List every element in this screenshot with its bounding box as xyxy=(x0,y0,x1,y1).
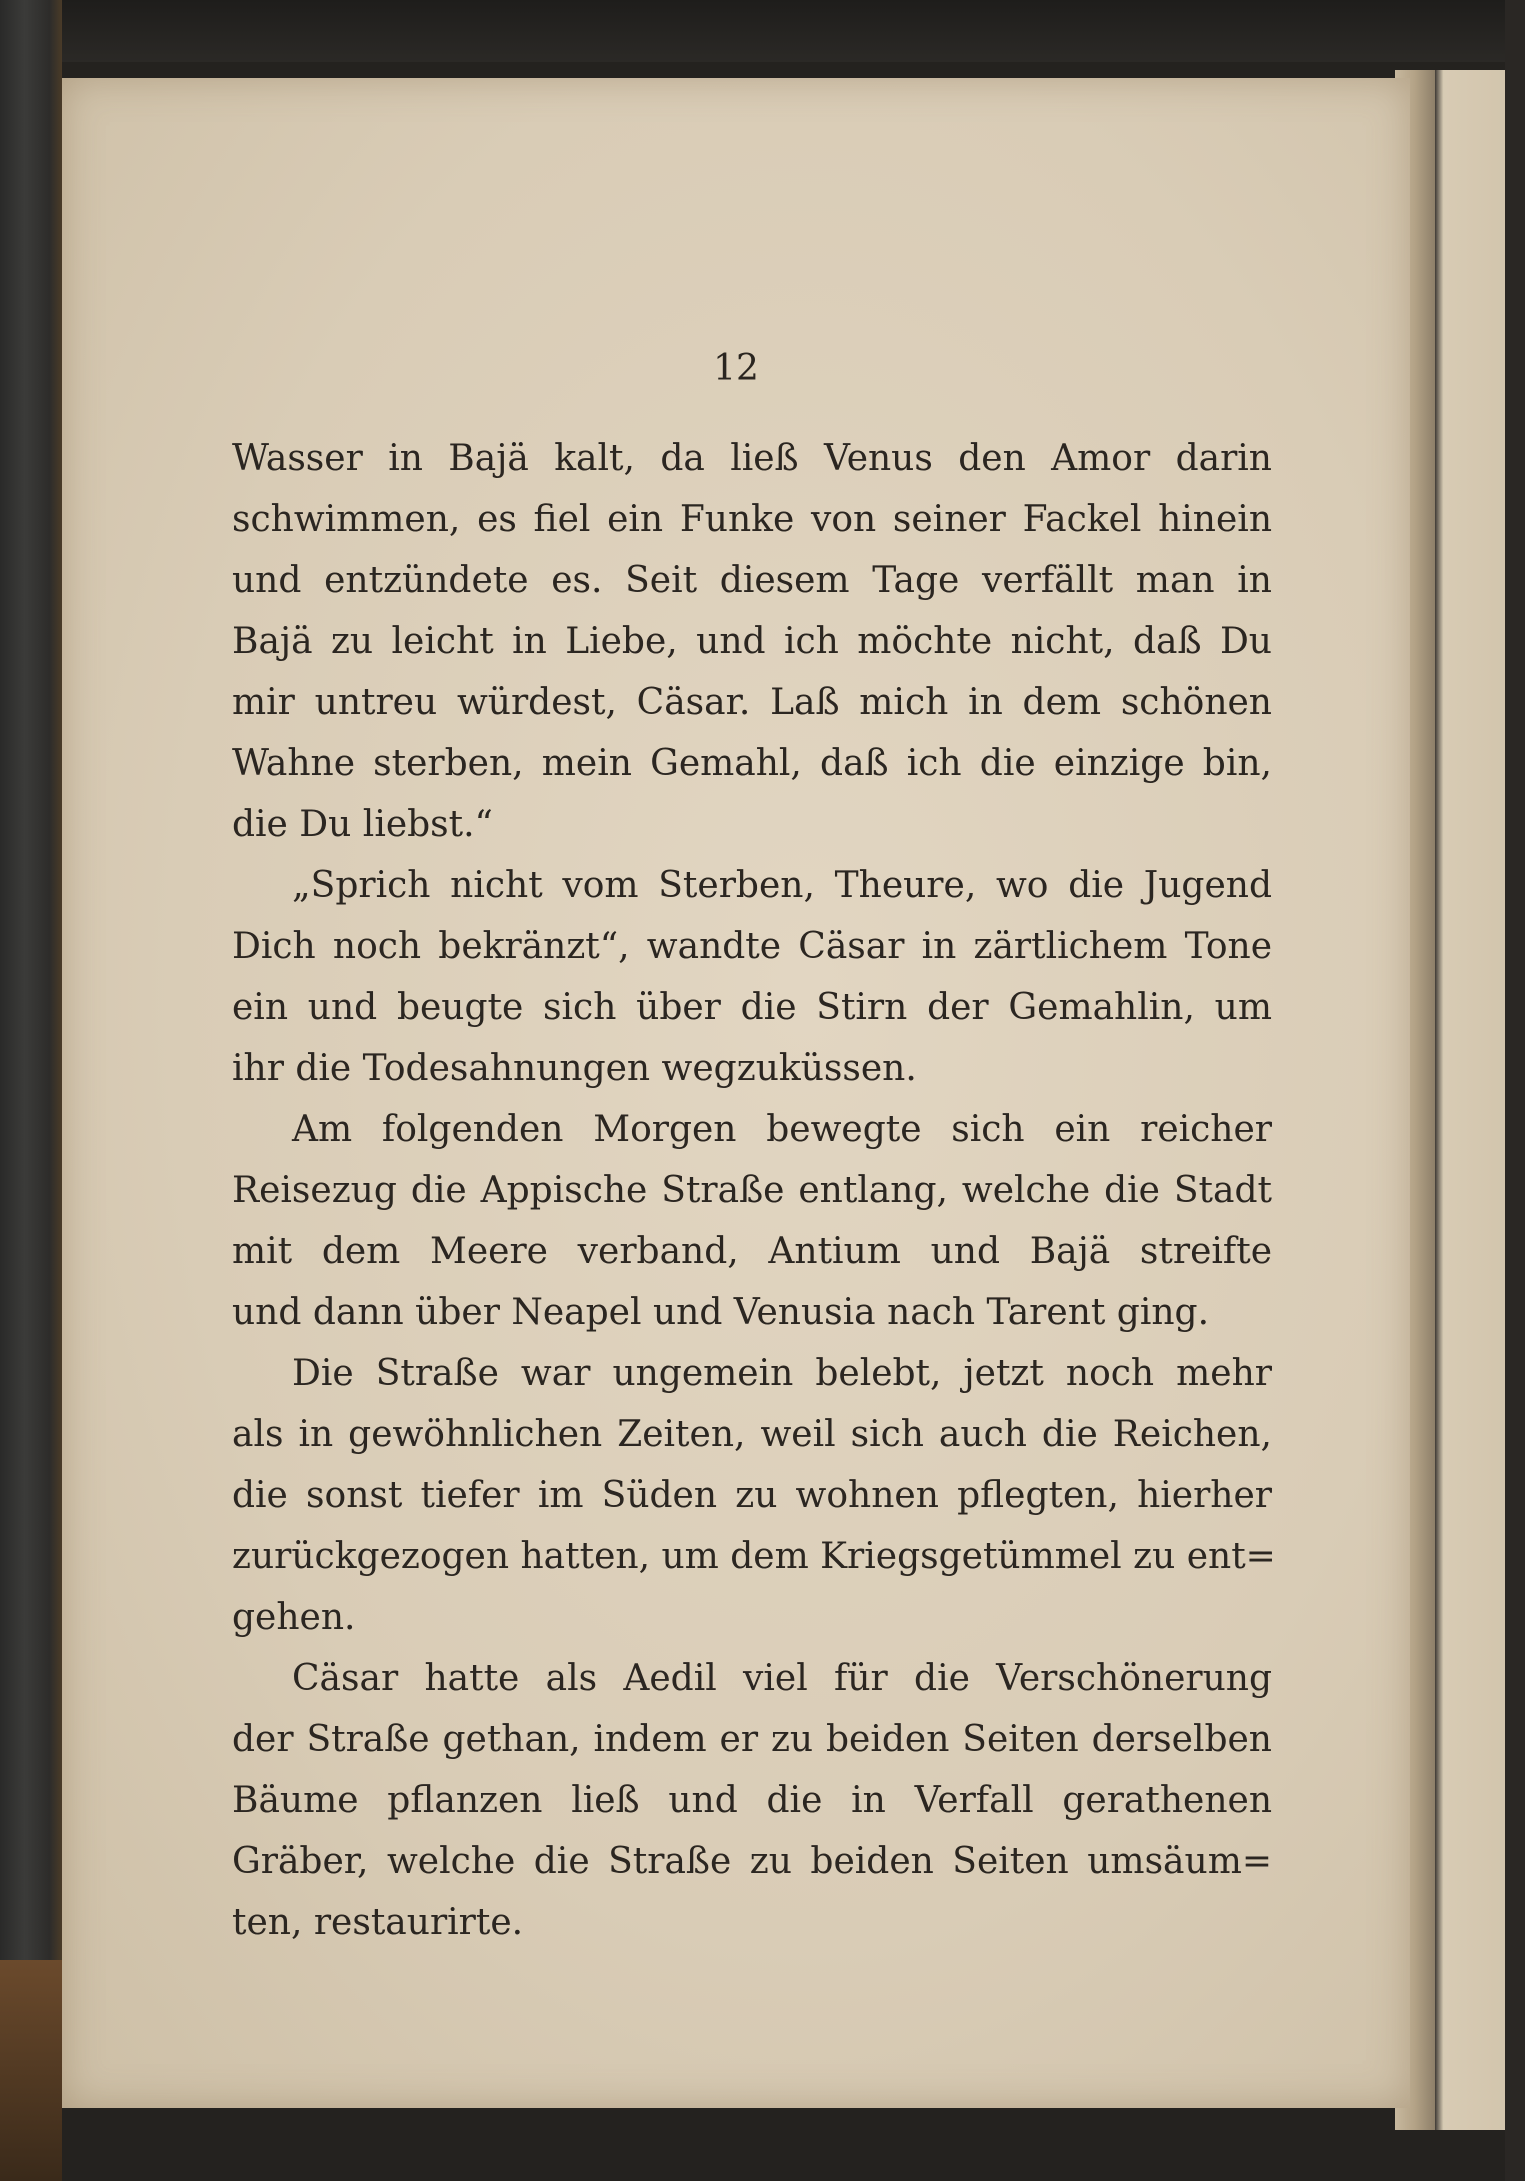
text-line: die Du liebst.“ xyxy=(232,804,493,845)
text-line: Bäume pflanzen ließ und die in Verfall gerathenen xyxy=(232,1780,1272,1821)
text-line: Am folgenden Morgen bewegte sich ein reicher xyxy=(292,1109,1272,1150)
text-line: zurückgezogen hatten, um dem Kriegsgetümmel zu ent= xyxy=(232,1536,1276,1577)
text-line: ten, restaurirte. xyxy=(232,1902,524,1943)
leather-corner xyxy=(0,1960,62,2181)
text-line: Wasser in Bajä kalt, da ließ Venus den Amor darin xyxy=(232,438,1272,479)
page-text xyxy=(232,428,1276,1953)
text-line: Cäsar hatte als Aedil viel für die Verschönerung xyxy=(292,1658,1272,1699)
book-cover-right xyxy=(1505,0,1525,2181)
text-line: die sonst tiefer im Süden zu wohnen pflegten, hierher xyxy=(232,1475,1272,1516)
text-line: ein und beugte sich über die Stirn der Gemahlin, um xyxy=(232,987,1272,1028)
text-line: ihr die Todesahnungen wegzuküssen. xyxy=(232,1048,917,1089)
text-line: Die Straße war ungemein belebt, jetzt noch mehr xyxy=(292,1353,1272,1394)
text-line: Reisezug die Appische Straße entlang, welche die Stadt xyxy=(232,1170,1272,1211)
text-line: Gräber, welche die Straße zu beiden Seiten umsäum= xyxy=(232,1841,1272,1882)
book-page xyxy=(62,78,1410,2108)
page-number: 12 xyxy=(713,348,759,389)
text-line: schwimmen, es fiel ein Funke von seiner Fackel hinein xyxy=(232,499,1272,540)
text-line: als in gewöhnlichen Zeiten, weil sich auch die Reichen, xyxy=(232,1414,1272,1455)
text-line: mit dem Meere verband, Antium und Bajä streifte xyxy=(232,1231,1272,1272)
text-line: mir untreu würdest, Cäsar. Laß mich in dem schönen xyxy=(232,682,1272,723)
text-line: gehen. xyxy=(232,1597,356,1638)
facing-page-edge xyxy=(1435,70,1505,2130)
book-binding-left xyxy=(0,0,62,2181)
text-line: Wahne sterben, mein Gemahl, daß ich die einzige bin, xyxy=(232,743,1272,784)
text-line: und dann über Neapel und Venusia nach Tarent ging. xyxy=(232,1292,1210,1333)
text-line: und entzündete es. Seit diesem Tage verfällt man in xyxy=(232,560,1272,601)
text-line: der Straße gethan, indem er zu beiden Seiten derselben xyxy=(232,1719,1272,1760)
text-line: Dich noch bekränzt“, wandte Cäsar in zärtlichem Tone xyxy=(232,926,1272,967)
text-line: Bajä zu leicht in Liebe, und ich möchte nicht, daß Du xyxy=(232,621,1272,662)
text-line: „Sprich nicht vom Sterben, Theure, wo die Jugend xyxy=(292,865,1272,906)
book-binding-top xyxy=(0,0,1525,62)
